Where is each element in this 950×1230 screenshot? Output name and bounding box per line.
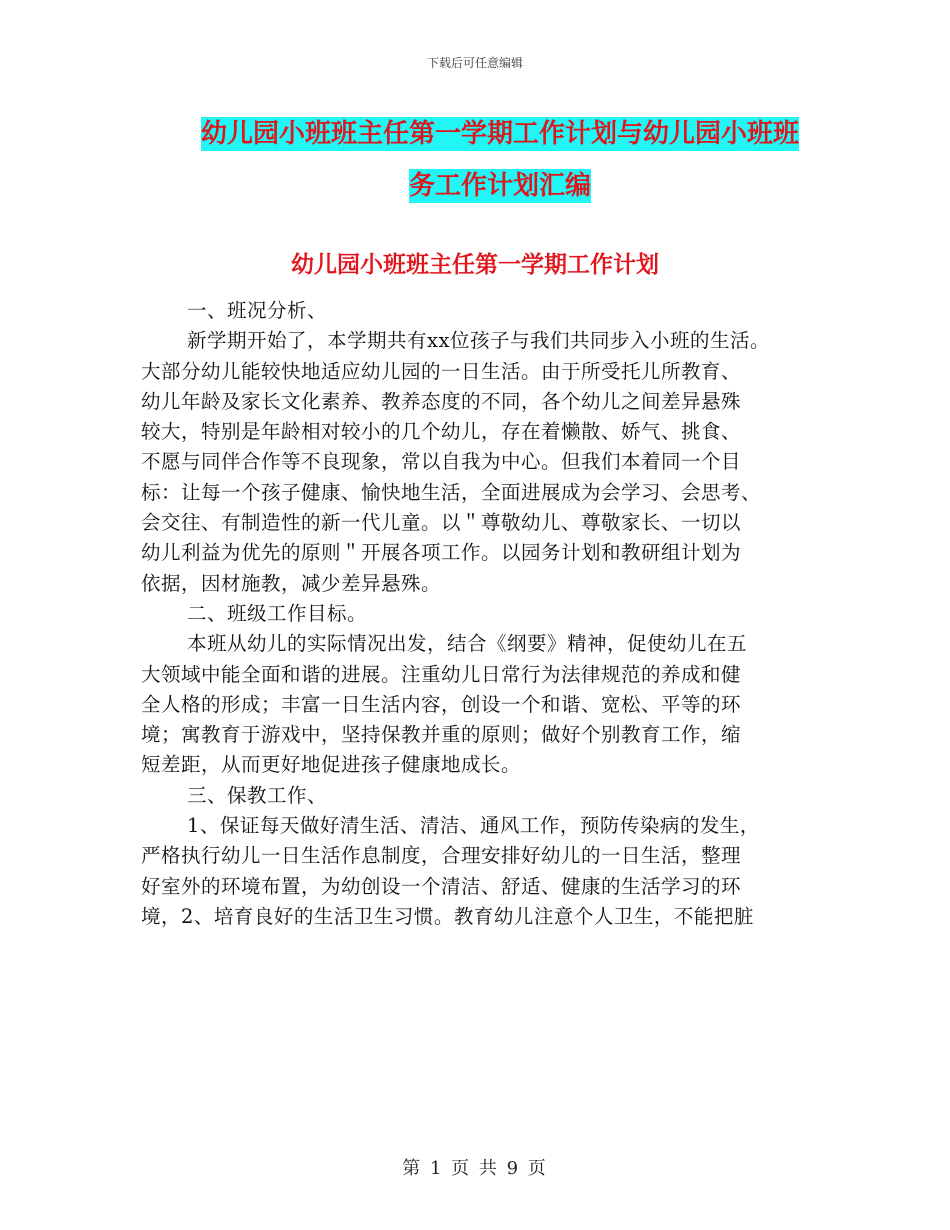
- page-number: 第 1 页 共 9 页: [402, 1158, 548, 1179]
- section-title: 幼儿园小班班主任第一学期工作计划: [291, 252, 659, 278]
- paragraph-line: 较大，特别是年龄相对较小的几个幼儿，存在着懒散、娇气、挑食、: [141, 420, 742, 444]
- paragraph-line: 会交往、有制造性的新一代儿童。以＂尊敬幼儿、尊敬家长、一切以: [141, 511, 742, 535]
- paragraph-line: 境；寓教育于游戏中，坚持保教并重的原则；做好个别教育工作，缩: [141, 723, 742, 747]
- paragraph-line: 幼儿年龄及家长文化素养、教养态度的不同，各个幼儿之间差异悬殊: [141, 389, 742, 413]
- paragraph-line: 全人格的形成；丰富一日生活内容，创设一个和谐、宽松、平等的环: [141, 692, 742, 716]
- paragraph-line: 大部分幼儿能较快地适应幼儿园的一日生活。由于所受托儿所教育、: [141, 359, 742, 383]
- paragraph-line: 新学期开始了，本学期共有xx位孩子与我们共同步入小班的生活。: [187, 329, 770, 353]
- document-title: [150, 108, 850, 212]
- paragraph-line: 境，2、培育良好的生活卫生习惯。教育幼儿注意个人卫生，不能把脏: [141, 904, 754, 928]
- paragraph-line: 大领域中能全面和谐的进展。注重幼儿日常行为法律规范的养成和健: [141, 662, 742, 686]
- heading-class-analysis: 一、班况分析、: [187, 299, 328, 322]
- paragraph-line: 依据，因材施教，减少差异悬殊。: [141, 571, 442, 595]
- title-line-1: 幼儿园小班班主任第一学期工作计划与幼儿园小班班: [200, 119, 799, 149]
- paragraph-line: 1、保证每天做好清生活、清洁、通风工作，预防传染病的发生，: [187, 814, 760, 838]
- paragraph-line: 好室外的环境布置，为幼创设一个清洁、舒适、健康的生活学习的环: [141, 874, 742, 898]
- body-text: [141, 296, 821, 932]
- paragraph-line: 短差距，从而更好地促进孩子健康地成长。: [141, 753, 522, 777]
- paragraph-line: 本班从幼儿的实际情况出发，结合《纲要》精神，促使幼儿在五: [187, 632, 748, 656]
- title-line-2: 务工作计划汇编: [408, 171, 591, 201]
- paragraph-line: 标：让每一个孩子健康、愉快地生活，全面进展成为会学习、会思考、: [141, 480, 762, 504]
- page-header-note: 下载后可任意编辑: [426, 56, 523, 70]
- paragraph-line: 不愿与同伴合作等不良现象，常以自我为中心。但我们本着同一个目: [141, 450, 742, 474]
- heading-class-goals: 二、班级工作目标。: [187, 601, 368, 625]
- heading-care-education: 三、保教工作、: [187, 783, 328, 807]
- paragraph-line: 严格执行幼儿一日生活作息制度，合理安排好幼儿的一日生活，整理: [141, 844, 742, 868]
- paragraph-line: 幼儿利益为优先的原则＂开展各项工作。以园务计划和教研组计划为: [141, 541, 742, 565]
